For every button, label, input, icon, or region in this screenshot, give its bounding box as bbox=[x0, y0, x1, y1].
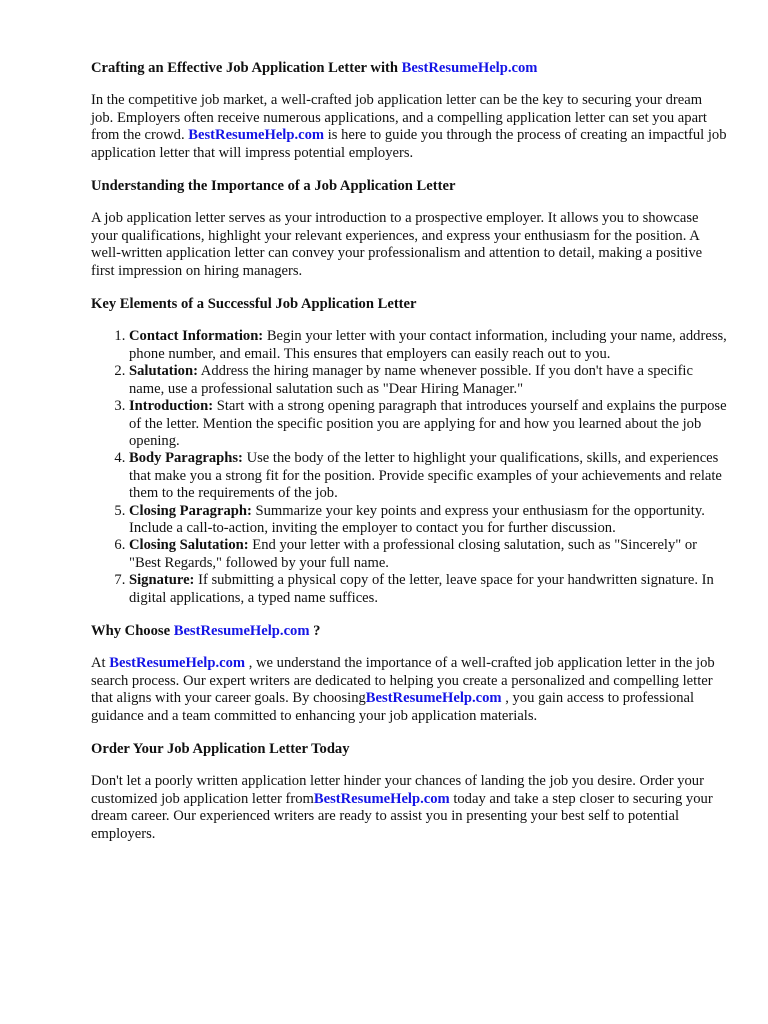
list-item-text: Summarize your key points and express your enthusiasm for the opportunity. Include a call-to-action, inviting the employer to contact you for further discussion. bbox=[129, 502, 705, 536]
list-item-term: Contact Information: bbox=[129, 328, 264, 345]
intro-link[interactable]: BestResumeHelp.com bbox=[188, 127, 325, 144]
importance-paragraph: A job application letter serves as your introduction to a prospective employer. It allows you to showcase your qualifications, highlight your relevant experiences, and express your enthusiasm for the position. A well-written application letter can convey your professionalism and attention to detail, making a positive first impression on hiring managers. bbox=[91, 210, 703, 279]
list-item-term: Closing Paragraph: bbox=[129, 502, 252, 519]
importance-heading: Understanding the Importance of a Job Application Letter bbox=[91, 178, 456, 195]
list-item-term: Introduction: bbox=[129, 398, 214, 415]
order-link[interactable]: BestResumeHelp.com bbox=[313, 790, 450, 807]
intro-text-before: In the competitive job market, a well-crafted job application letter can be the key to securing your dream job. Employers often receive numerous applications, and a compelling application letter can set you apart from the crowd. bbox=[91, 92, 707, 144]
list-item-text: If submitting a physical copy of the letter, leave space for your handwritten signature. In digital applications, a typed name suffices. bbox=[129, 572, 714, 606]
title-link[interactable]: BestResumeHelp.com bbox=[401, 60, 538, 76]
order-text-before: Don't let a poorly written application letter hinder your chances of landing the job you desire. Order your customized job application letter from bbox=[91, 773, 704, 807]
list-item bbox=[129, 537, 728, 572]
list-item-text: Start with a strong opening paragraph that introduces yourself and explains the purpose of the letter. Mention the specific position you are applying for and how you learned about the job opening. bbox=[129, 398, 727, 449]
list-item bbox=[129, 363, 728, 398]
list-item bbox=[129, 398, 728, 450]
title-text: Crafting an Effective Job Application Letter with bbox=[91, 60, 398, 76]
list-item-text: Begin your letter with your contact information, including your name, address, phone number, and email. This ensures that employers can easily reach out to you. bbox=[129, 328, 727, 362]
why-text-mid: , we understand the importance of a well-crafted job application letter in the job search process. Our expert writers are dedicated to helping you create a personalized and compelling letter that aligns with your career goals. By choosing bbox=[91, 655, 715, 707]
why-link-2[interactable]: BestResumeHelp.com bbox=[365, 690, 502, 707]
intro-text-after: is here to guide you through the process of creating an impactful job application letter that will impress potential employers. bbox=[91, 127, 727, 161]
list-item-term: Body Paragraphs: bbox=[129, 450, 243, 467]
why-link-1[interactable]: BestResumeHelp.com bbox=[109, 655, 246, 672]
document-title bbox=[91, 60, 728, 77]
order-text-after: today and take a step closer to securing your dream career. Our experienced writers are ready to assist you in presenting your best self to potential employers. bbox=[91, 790, 713, 842]
list-item-term: Signature: bbox=[129, 572, 195, 589]
why-heading-suffix: ? bbox=[313, 622, 321, 639]
list-item bbox=[129, 572, 728, 607]
list-item-text: Address the hiring manager by name whenever possible. If you don't have a specific name, use a professional salutation such as "Dear Hiring Manager." bbox=[129, 363, 693, 397]
list-item-text: Use the body of the letter to highlight your qualifications, skills, and experiences that make you a strong fit for the position. Provide specific examples of your achievements and relate them to the requirements of the job. bbox=[129, 450, 722, 502]
intro-paragraph bbox=[91, 92, 728, 162]
why-heading-text: Why Choose bbox=[91, 622, 171, 639]
why-heading bbox=[91, 623, 728, 640]
why-heading-link[interactable]: BestResumeHelp.com bbox=[173, 622, 310, 639]
why-text-at: At bbox=[91, 655, 106, 672]
list-item bbox=[129, 503, 728, 538]
why-paragraph bbox=[91, 655, 728, 725]
elements-list bbox=[91, 328, 728, 607]
list-item-text: End your letter with a professional closing salutation, such as "Sincerely" or "Best Regards," followed by your full name. bbox=[129, 537, 698, 571]
list-item bbox=[129, 328, 728, 363]
order-heading: Order Your Job Application Letter Today bbox=[91, 741, 350, 757]
list-item bbox=[129, 450, 728, 502]
elements-heading: Key Elements of a Successful Job Application Letter bbox=[91, 296, 417, 313]
why-text-end: , you gain access to professional guidance and a team committed to enhancing your job application materials. bbox=[91, 690, 695, 724]
order-paragraph bbox=[91, 773, 728, 843]
list-item-term: Closing Salutation: bbox=[129, 537, 249, 554]
list-item-term: Salutation: bbox=[129, 363, 198, 380]
